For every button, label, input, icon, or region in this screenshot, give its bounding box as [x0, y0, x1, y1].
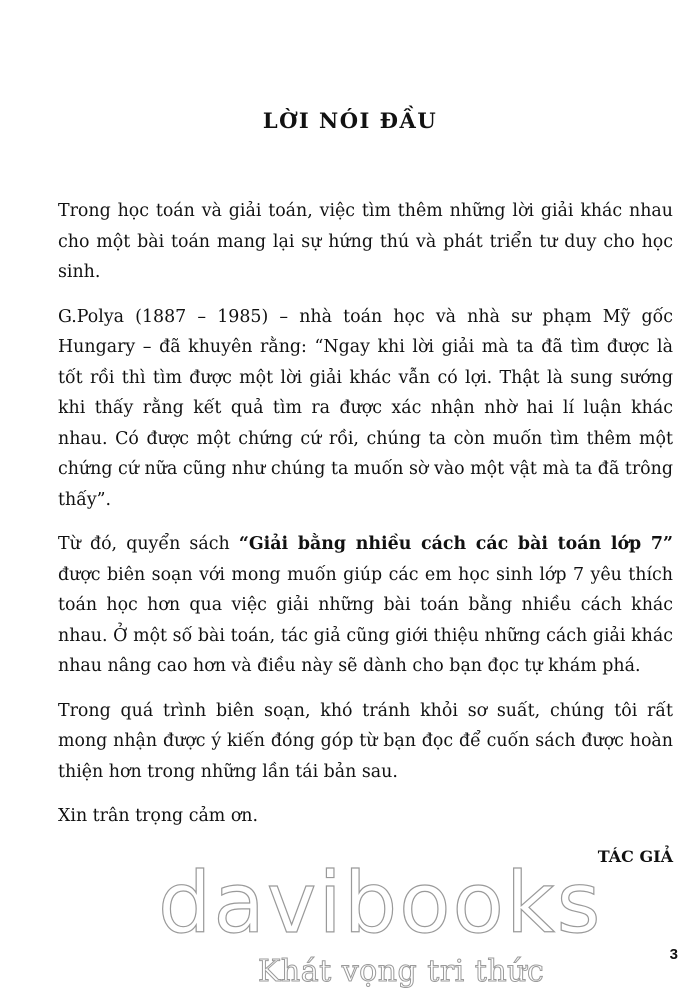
paragraph-3-lead: Từ đó, quyển sách [58, 534, 239, 554]
preface-body [58, 196, 673, 872]
paragraph-3-rest: được biên soạn với mong muốn giúp các em học sinh lớp 7 yêu thích toán học hơn qua việc giải những bài toán bằng nhiều cách khác nhau. Ở một số bài toán, tác giả cũng giới thiệu những cách giải khác nhau nâng cao hơn và điều này sẽ dành cho bạn đọc tự khám phá. [58, 564, 673, 676]
paragraph-4: Trong quá trình biên soạn, khó tránh khỏi sơ suất, chúng tôi rất mong nhận được ý kiến đóng góp từ bạn đọc để cuốn sách được hoàn thiện hơn trong những lần tái bản sau. [58, 700, 673, 782]
paragraph-2: G.Polya (1887 – 1985) – nhà toán học và nhà sư phạm Mỹ gốc Hungary – đã khuyên rằng: “Ngay khi lời giải mà ta đã tìm được là tốt rồi thì tìm được một lời giải khác vẫn có lợi. Thật là sung sướng khi thấy rằng kết quả tìm ra được xác nhận nhờ hai lí luận khác nhau. Có được một chứng cứ rồi, chúng ta còn muốn tìm thêm một chứng cứ nữa cũng như chúng ta muốn sờ vào một vật mà ta đã trông thấy”. [58, 306, 673, 510]
paragraph-5: Xin trân trọng cảm ơn. [58, 806, 259, 826]
watermark-brand: davibooks [158, 854, 603, 952]
author-signature: TÁC GIẢ [597, 846, 673, 866]
paragraph-3 [58, 529, 673, 682]
page-number: 3 [669, 946, 678, 963]
page-title: LỜI NÓI ĐẦU [262, 108, 438, 133]
paragraph-1: Trong học toán và giải toán, việc tìm thêm những lời giải khác nhau cho một bài toán mang lại sự hứng thú và phát triển tư duy cho học sinh. [58, 201, 673, 282]
book-title: “Giải bằng nhiều cách các bài toán lớp 7” [238, 534, 673, 554]
watermark-slogan: Khát vọng tri thức [258, 954, 545, 989]
